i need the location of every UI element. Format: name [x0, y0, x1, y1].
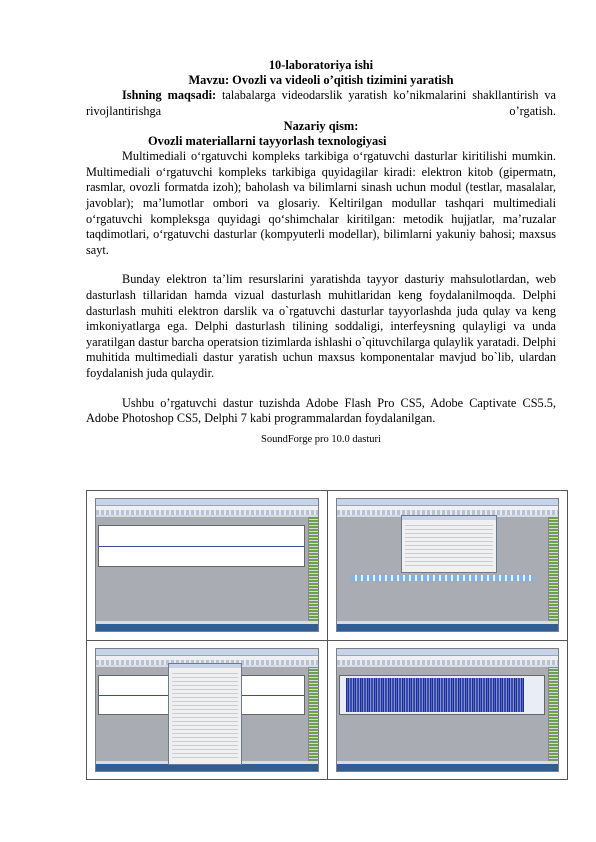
goal-label: Ishning maqsadi: [122, 88, 217, 102]
screenshot-grid [86, 490, 568, 780]
lab-title: 10-laboratoriya ishi [268, 58, 374, 72]
screenshot-cell [327, 641, 568, 780]
screenshot-new-window-dialog [336, 498, 560, 632]
screenshot-cell [87, 491, 328, 641]
theory-heading: Nazariy qism: [283, 119, 359, 134]
screenshot-loaded-audio [336, 648, 560, 772]
screenshot-cell [87, 641, 328, 780]
paragraph-2: Bunday elektron ta’lim resurslarini yaratishda tayyor dasturiy mahsulotlardan, web dasturlash tillaridan hamda vizual dasturlash muhitlaridan keng foydalanilmoqda. Delphi dasturlash muhiti elektron darslik va o`rgatuvchi dasturlar tayyorlashda juda qulay va keng imkoniyatlarga ega. Delphi dasturlash tilining soddaligi, interfeysning qulayligi va unda yaratilgan dastur barcha operatsion tizimlarda ishlashi o`qituvchilarga qulaylik yaratadi. Delphi muhitida multimediali dastur yaratish uchun maxsus komponentalar mavjud bo`lib, ulardan foydalanish juda qulaydir. [86, 272, 556, 380]
paragraph-3: Ushbu o’rgatuvchi dastur tuzishda Adobe Flash Pro CS5, Adobe Captivate CS5.5, Adobe Photoshop CS5, Delphi 7 kabi programmalardan foydalanilgan. [86, 395, 556, 426]
goal-paragraph [86, 88, 556, 119]
screenshot-properties-dialog [95, 648, 319, 772]
document-body [86, 58, 556, 447]
section-heading: Ovozli materiallarni tayyorlash texnologiyasi [148, 134, 387, 149]
paragraph-1: Multimediali o‘rgatuvchi kompleks tarkibiga o‘rgatuvchi dasturlar kiritilishi mumkin. Multimediali o‘rgatuvchi kompleks tarkibiga quyidagilar kiradi: elektron kitob (gipermatn, rasmlar, ovozli formatda izoh); baholash va bilimlarni sinash uchun modul (testlar, masalalar, javoblar); ma’lumotlar ombori va glosariy. Keltirilgan modullar tashqari multimediali o‘rgatuvchi kompleksga quyidagi qo‘shimchalar kiritilgan: metodik hujjatlar, ma’ruzalar taqdimotlari, o‘rgatuvchi dasturlar (kompyuterli modellar), bilimlarni yakuniy bahosi; maxsus sayt. [86, 149, 556, 257]
screenshot-empty-project [95, 498, 319, 632]
screenshot-cell [327, 491, 568, 641]
goal-text: talabalarga videodarslik yaratish ko’nikmalarini shakllantirish va rivojlantirishga o’rgatish. [86, 88, 556, 118]
figure-caption: SoundForge pro 10.0 dasturi [261, 433, 381, 445]
topic-title: Mavzu: Ovozli va videoli o’qitish tizimini yaratish [188, 73, 454, 87]
